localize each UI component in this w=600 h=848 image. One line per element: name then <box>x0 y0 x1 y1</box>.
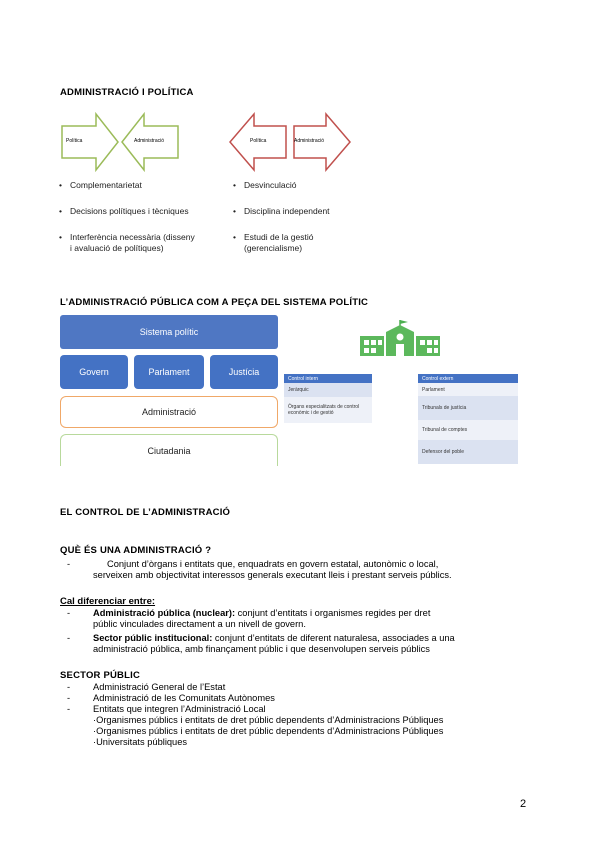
bullet-glyph: • <box>59 232 62 242</box>
list-subitem: ·Universitats públiques <box>93 737 188 747</box>
control-intern-row: Òrgans especialitzats de control econòmic i de gestió <box>284 397 372 423</box>
control-extern-header: Control extern <box>418 374 518 383</box>
dash-glyph: - <box>67 704 71 714</box>
right-bullet-list <box>233 180 404 254</box>
public-building-icon <box>356 318 444 358</box>
question-paragraph: - Conjunt d’òrgans i entitats que, enquadrats en govern estatal, autonòmic o local, serveixen amb objectivitat interessos generals executant lleis i prestant serveis públics. <box>67 559 452 580</box>
list-item: - Administració General de l’Estat <box>67 682 226 692</box>
left-bullet-list <box>59 180 230 254</box>
dash-glyph: - <box>67 633 71 643</box>
separation-arrows-diagram <box>228 112 352 172</box>
bullet-glyph: • <box>233 232 236 242</box>
list-subitem: ·Organismes públics i entitats de dret públic dependents d’Administracions Públiques <box>93 715 444 725</box>
control-intern-table <box>284 374 372 423</box>
list-item: - Administració de les Comunitats Autònomes <box>67 693 275 703</box>
section-title-administracio-politica: ADMINISTRACIÓ I POLÍTICA <box>60 87 194 98</box>
bullet-item: • Desvinculació <box>233 180 297 190</box>
diff-item-2: - Sector públic institucional: conjunt d’entitats de diferent naturalesa, associades a una administració pública, amb finançament públic i que desenvolupen serveis públics <box>67 633 455 654</box>
control-intern-row: Jeràrquic <box>284 383 372 397</box>
section-title-peca-sistema: L’ADMINISTRACIÓ PÚBLICA COM A PEÇA DEL SISTEMA POLÍTIC <box>60 297 369 308</box>
control-extern-row: Tribunals de justícia <box>418 396 518 420</box>
dash-glyph: - <box>67 682 71 692</box>
bullet-glyph: • <box>233 180 236 190</box>
sector-public-title: SECTOR PÚBLIC <box>60 670 141 681</box>
sector-public-list <box>67 682 533 748</box>
bullet-glyph: • <box>59 206 62 216</box>
box-parlament: Parlament <box>134 355 204 389</box>
control-extern-row: Defensor del poble <box>418 440 518 464</box>
section-title-control: EL CONTROL DE L’ADMINISTRACIÓ <box>60 507 231 518</box>
list-item: - Entitats que integren l’Administració Local <box>67 704 266 714</box>
question-title: QUÈ ÉS UNA ADMINISTRACIÓ ? <box>60 545 212 556</box>
arrow-label-politica-2: Política <box>250 138 267 144</box>
arrow-label-administracio-2: Administració <box>294 138 325 144</box>
bullet-item: • Complementarietat <box>59 180 142 190</box>
bullet-glyph: • <box>233 206 236 216</box>
dash-glyph: - <box>67 693 71 703</box>
diff-title: Cal diferenciar entre: <box>60 596 156 607</box>
control-intern-header: Control intern <box>284 374 372 383</box>
box-justicia: Justícia <box>210 355 278 389</box>
dash-glyph: - <box>67 559 71 569</box>
bullet-item: • Decisions polítiques i tècniques <box>59 206 189 216</box>
list-subitem: ·Organismes públics i entitats de dret públic dependents d’Administracions Públiques <box>93 726 444 736</box>
box-administracio: Administració <box>60 396 278 428</box>
box-govern: Govern <box>60 355 128 389</box>
bullet-item: • Estudi de la gestió (gerencialisme) <box>233 232 314 253</box>
diff-item-1: - Administració pública (nuclear): conjunt d’entitats i organismes regides per dret públic vinculades directament a un nivell de govern. <box>67 608 431 629</box>
dash-glyph: - <box>67 608 71 618</box>
arrow-label-politica: Política <box>66 138 83 144</box>
arrow-label-administracio: Administració <box>134 138 165 144</box>
box-sistema-politic: Sistema polític <box>60 315 278 349</box>
control-extern-row: Tribunal de comptes <box>418 420 518 440</box>
bullet-item: • Disciplina independent <box>233 206 330 216</box>
control-extern-table <box>418 374 518 464</box>
control-extern-row: Parlament <box>418 383 518 396</box>
box-ciutadania: Ciutadania <box>60 434 278 466</box>
page-number: 2 <box>520 798 527 810</box>
bullet-item: • Interferència necessària (disseny i avaluació de polítiques) <box>59 232 195 253</box>
bullet-glyph: • <box>59 180 62 190</box>
